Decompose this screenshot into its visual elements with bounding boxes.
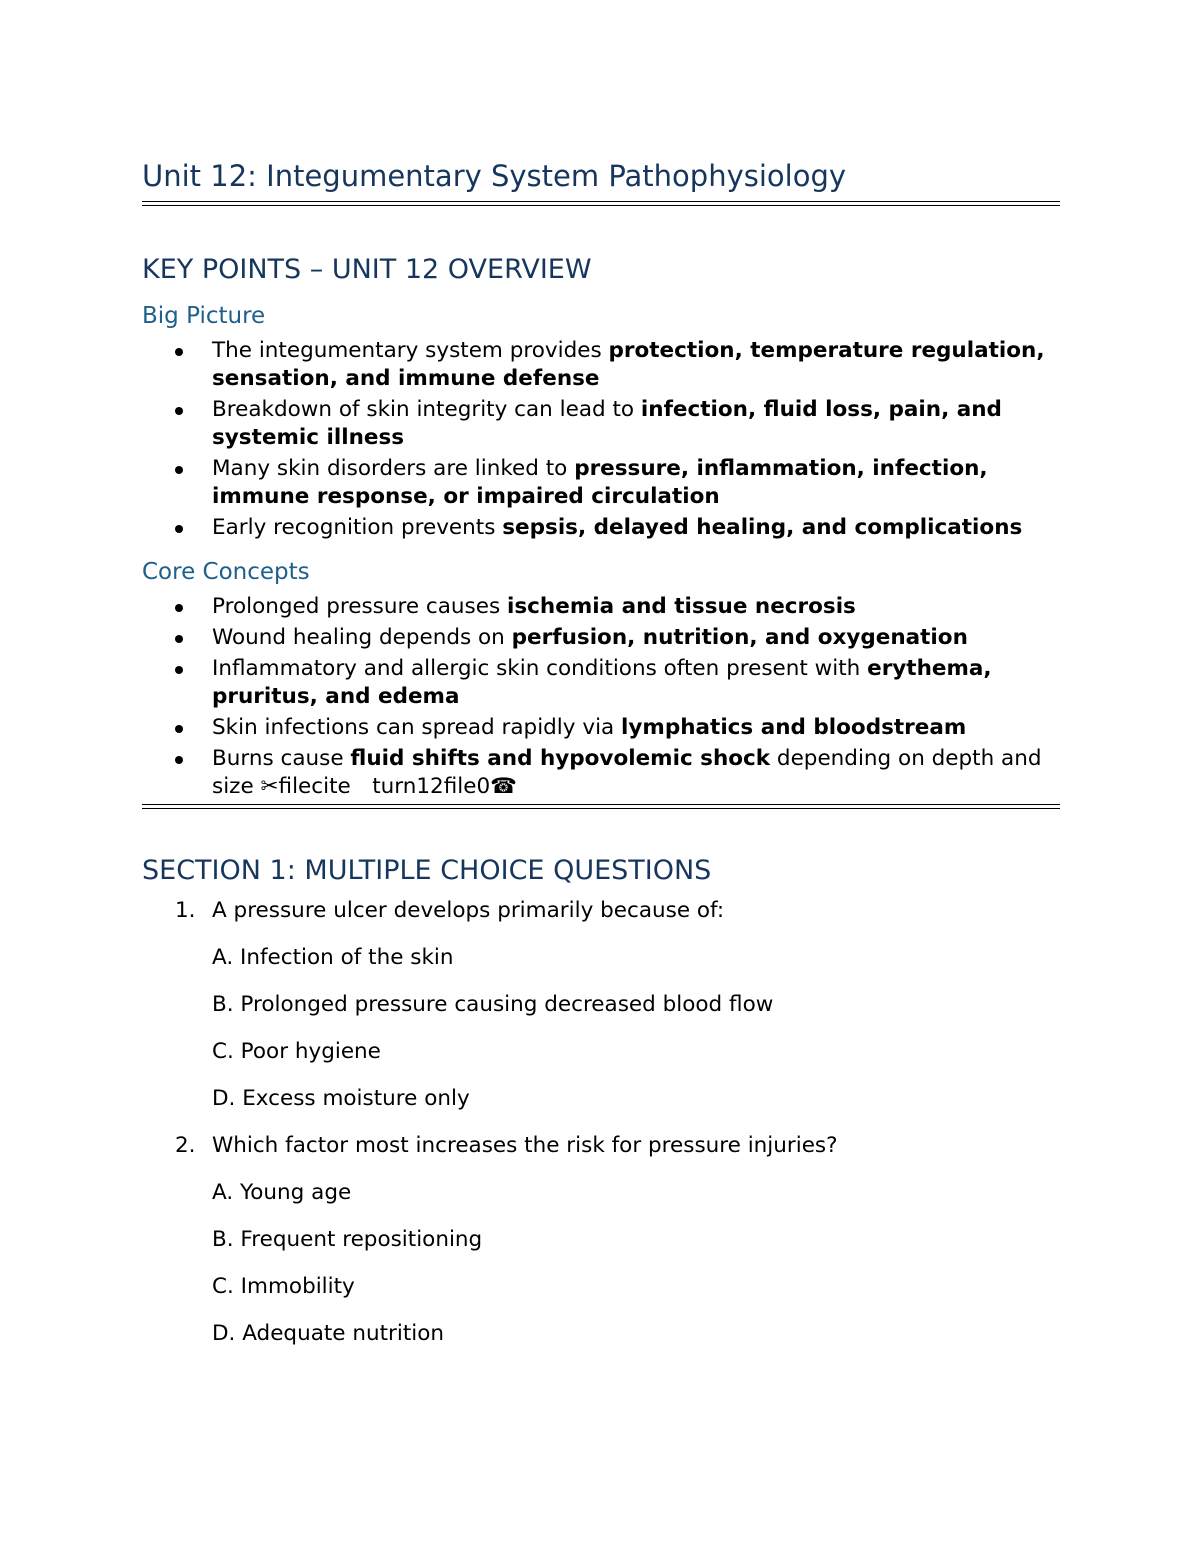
answer-option: B. Prolonged pressure causing decreased blood flow	[212, 992, 774, 1017]
answer-option: A. Young age	[212, 1180, 352, 1205]
big-picture-list	[142, 337, 1060, 542]
list-item: Early recognition prevents sepsis, delayed healing, and complications	[142, 514, 1060, 542]
list-item: Burns cause fluid shifts and hypovolemic shock depending on depth and size ✂filecite turn12file0☎	[142, 745, 1060, 801]
answer-option: D. Adequate nutrition	[212, 1321, 445, 1346]
list-item: Inflammatory and allergic skin conditions often present with erythema, pruritus, and edema	[142, 655, 1060, 711]
list-item: Breakdown of skin integrity can lead to infection, fluid loss, pain, and systemic illness	[142, 396, 1060, 452]
list-item: Skin infections can spread rapidly via lymphatics and bloodstream	[142, 714, 1060, 742]
core-concepts-heading: Core Concepts	[142, 559, 310, 585]
list-item: Prolonged pressure causes ischemia and tissue necrosis	[142, 593, 1060, 621]
answer-option: C. Immobility	[212, 1274, 355, 1299]
question-text: Which factor most increases the risk for pressure injuries?	[212, 1133, 838, 1158]
answer-option: D. Excess moisture only	[212, 1086, 470, 1111]
question-stem	[142, 1132, 1060, 1160]
core-concepts-list	[142, 593, 1060, 801]
question-1	[142, 897, 1060, 1113]
list-item: Many skin disorders are linked to pressure, inflammation, infection, immune response, or impaired circulation	[142, 455, 1060, 511]
section1-heading: SECTION 1: MULTIPLE CHOICE QUESTIONS	[142, 855, 712, 886]
question-number: 2.	[175, 1133, 196, 1158]
question-list	[142, 897, 1060, 1348]
list-item: Wound healing depends on perfusion, nutrition, and oxygenation	[142, 624, 1060, 652]
section-divider	[142, 804, 1060, 809]
overview-heading: KEY POINTS – UNIT 12 OVERVIEW	[142, 254, 592, 285]
answer-option: A. Infection of the skin	[212, 945, 454, 970]
list-item: The integumentary system provides protection, temperature regulation, sensation, and immune defense	[142, 337, 1060, 393]
question-stem	[142, 897, 1060, 925]
answer-option: C. Poor hygiene	[212, 1039, 381, 1064]
answer-option: B. Frequent repositioning	[212, 1227, 483, 1252]
document-body	[142, 157, 1060, 1348]
question-2	[142, 1132, 1060, 1348]
title-divider	[142, 201, 1060, 206]
document-title: Unit 12: Integumentary System Pathophysiology	[142, 159, 847, 193]
question-number: 1.	[175, 898, 196, 923]
big-picture-heading: Big Picture	[142, 303, 266, 329]
question-text: A pressure ulcer develops primarily because of:	[212, 898, 725, 923]
